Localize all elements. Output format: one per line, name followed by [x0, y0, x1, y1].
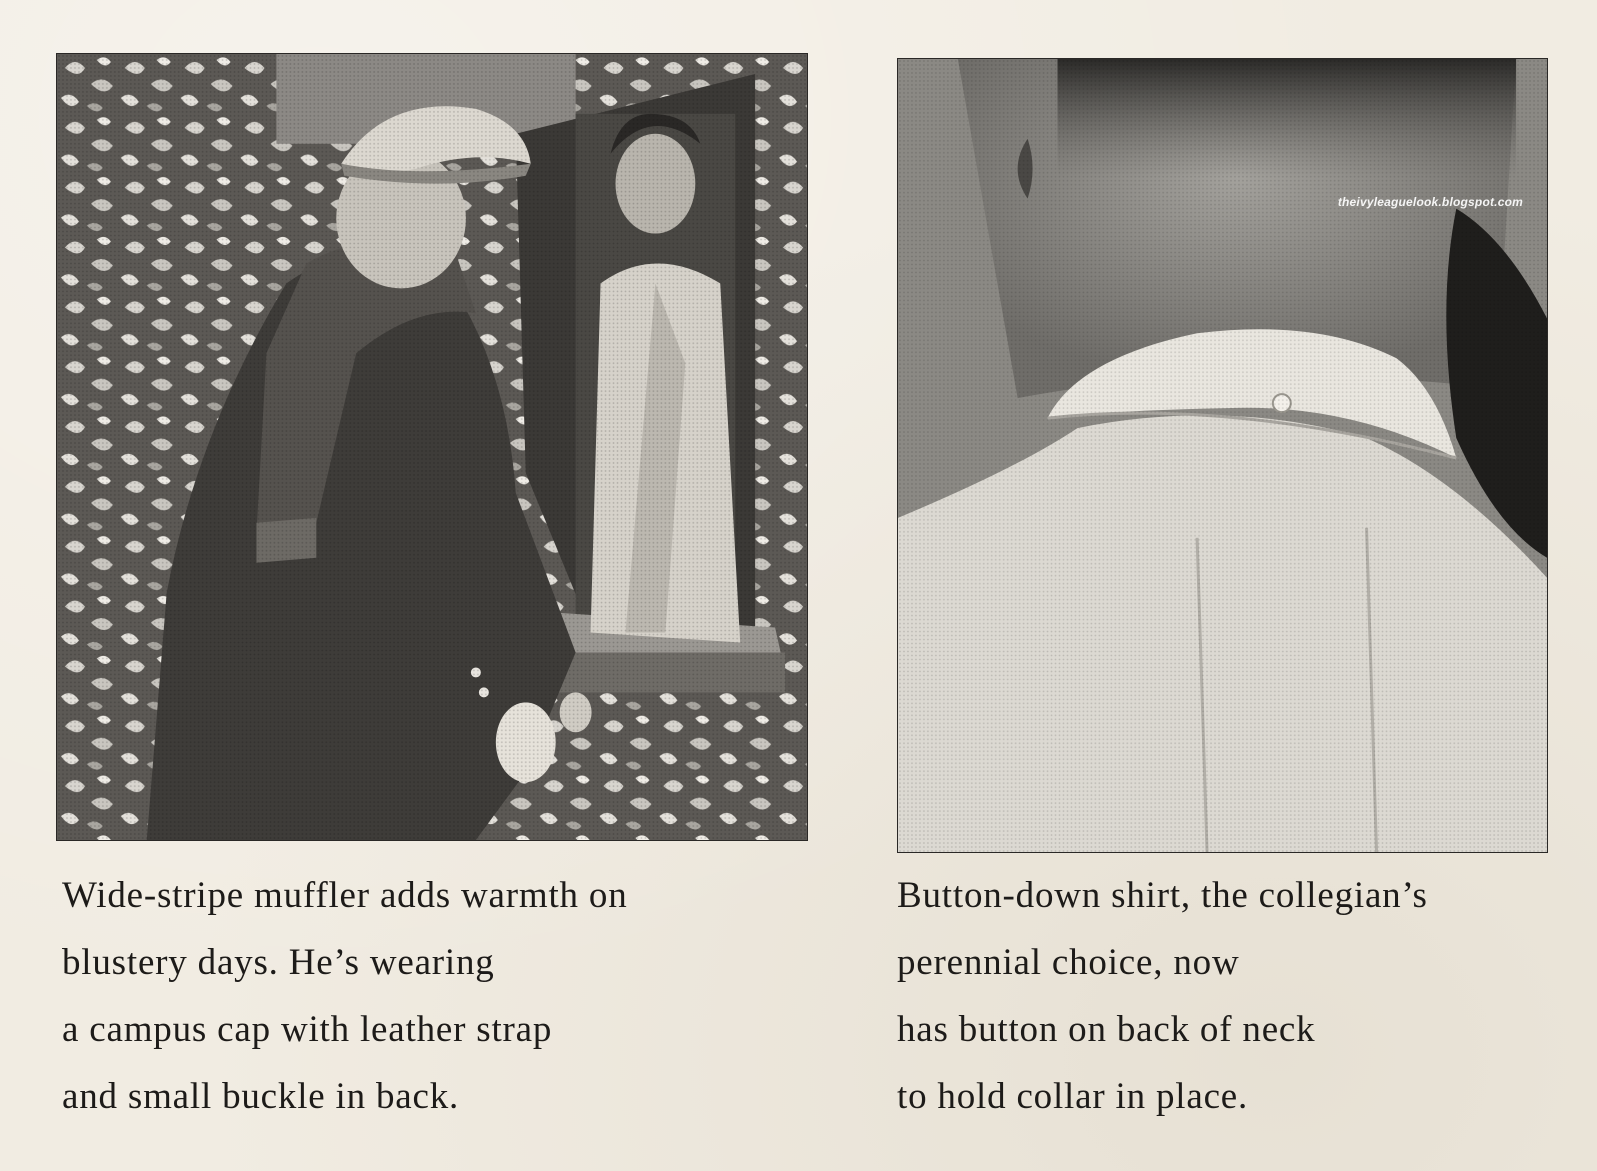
caption-line: Button-down shirt, the collegian’s — [897, 875, 1428, 916]
caption-line: to hold collar in place. — [897, 1076, 1249, 1117]
caption-line: Wide-stripe muffler adds warmth on — [62, 875, 628, 916]
photo-muffler-cap-image — [57, 54, 807, 840]
caption-button-down-shirt — [897, 862, 1557, 1130]
caption-line: blustery days. He’s wearing — [62, 942, 495, 983]
caption-muffler-cap — [62, 862, 802, 1130]
caption-line: perennial choice, now — [897, 942, 1240, 983]
caption-line: and small buckle in back. — [62, 1076, 460, 1117]
photo-muffler-cap — [56, 53, 808, 841]
blog-watermark: theivyleaguelook.blogspot.com — [1337, 195, 1523, 209]
photo-button-down-collar-image — [898, 59, 1547, 852]
caption-line: has button on back of neck — [897, 1009, 1316, 1050]
photo-button-down-collar — [897, 58, 1548, 853]
caption-line: a campus cap with leather strap — [62, 1009, 553, 1050]
